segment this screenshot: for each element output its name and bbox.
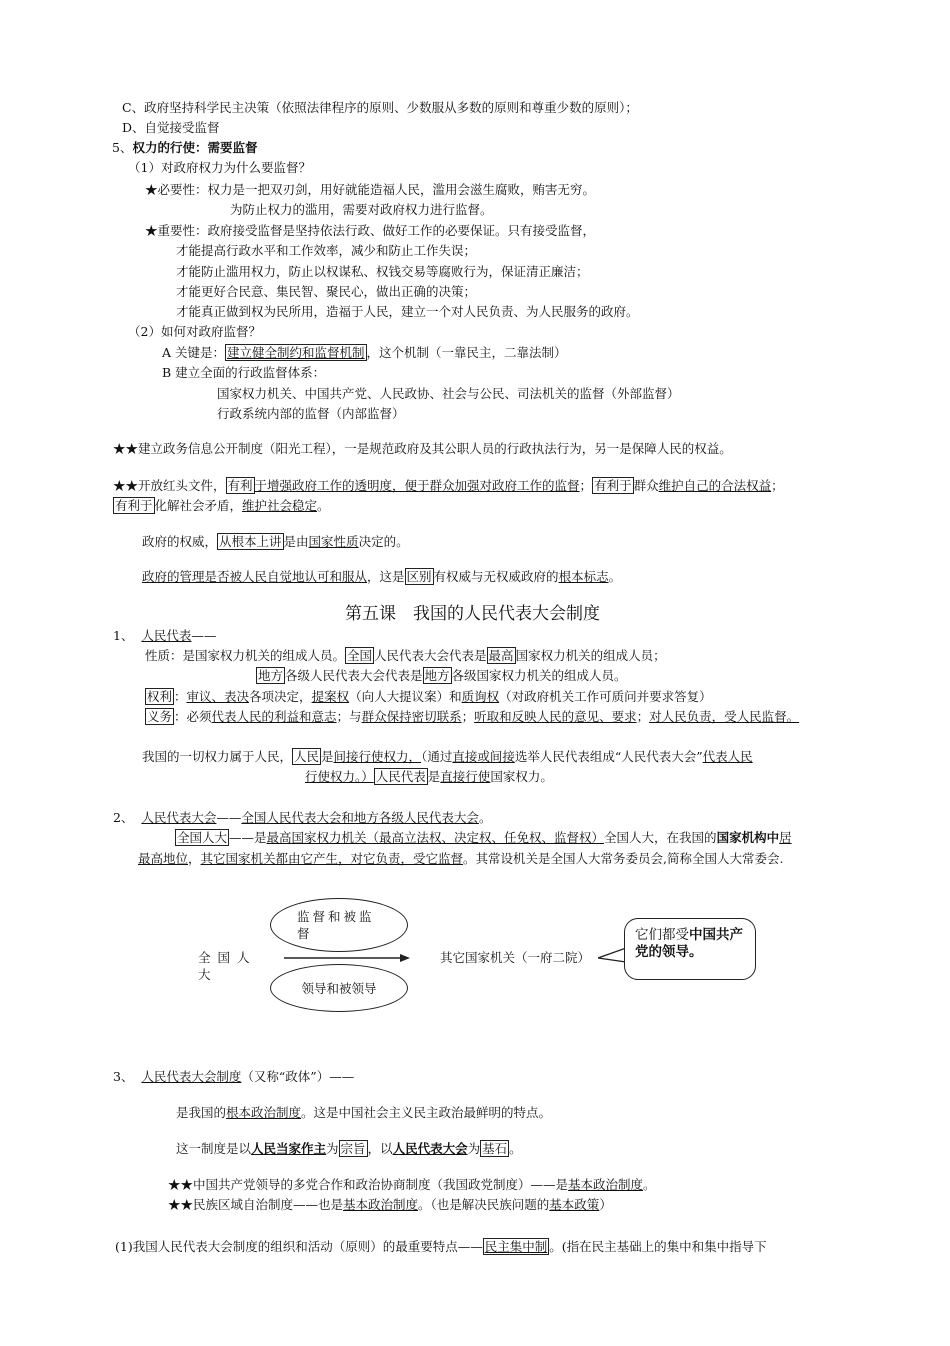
power-line-1: [142, 748, 753, 766]
text: ；: [461, 709, 475, 724]
boxed-term: 民主集中制: [484, 1239, 548, 1254]
text: 有权威与无权威政府的: [433, 569, 559, 584]
text: （又称“政体”）——: [241, 1069, 355, 1084]
nature-line: [145, 647, 666, 665]
question-2: （2）如何对政府监督？: [128, 324, 261, 339]
underlined-term: 人民代表大会: [141, 810, 217, 825]
underlined-term: 群众保持密切联系: [361, 709, 462, 724]
underlined-term: 政府的管理是否被人民自觉地认可和服从: [142, 569, 368, 584]
external-supervision: 国家权力机关、中国共产党、人民政协、社会与公民、司法机关的监督（外部监督）: [217, 386, 680, 401]
text: ；与: [336, 709, 362, 724]
item-d: D、自觉接受监督: [122, 120, 220, 135]
text: 群众: [633, 478, 659, 493]
point-a-rest: ，这个机制（一靠民主，二靠法制）: [366, 345, 567, 360]
party-leadership-callout: [624, 918, 756, 980]
text: 。: [608, 569, 622, 584]
boxed-term: 地方: [424, 668, 450, 683]
text: ，: [188, 851, 201, 866]
underlined-term: 人民代表大会制度: [141, 1069, 242, 1084]
text: （对政府机关工作可质问并要求答复）: [499, 689, 712, 704]
separator: ；: [771, 478, 784, 493]
text: ★★民族区域自治制度——也是: [168, 1197, 344, 1212]
red-document-line-2: [113, 497, 330, 515]
boxed-term: 全国人大: [177, 830, 228, 845]
text: 各级国家权力机关的组成人员。: [451, 668, 627, 683]
text: 政府的权威，: [142, 534, 218, 549]
text: 是: [321, 749, 334, 764]
text: ：: [174, 689, 187, 704]
section-5-title: 权力的行使：需要监督: [132, 140, 258, 155]
bold-underlined-term: 人民当家作主: [251, 1141, 327, 1156]
section-2-number: 2、: [113, 810, 134, 825]
item-c: C、政府坚持科学民主决策（依照法律程序的原则、少数服从多数的原则和尊重少数的原则）；: [122, 100, 638, 115]
boxed-term: 最高: [488, 648, 514, 663]
underlined-term: 其它国家机关都由它产生，对它负责，受它监督: [200, 851, 464, 866]
section-2-heading: [113, 809, 491, 827]
boxed-term: 地方: [258, 668, 284, 683]
ethnic-autonomy-line: [168, 1196, 612, 1214]
info-disclosure-line: ★★建立政务信息公开制度（阳光工程），一是规范政府及其公职人员的行政执法行为，另一是保障人民的权益。: [113, 441, 732, 456]
arrow-right-icon: [282, 951, 412, 965]
underlined-term: 听取和反映人民的意见、要求: [474, 709, 637, 724]
management-line: [142, 568, 621, 586]
text: ：必须: [174, 709, 212, 724]
rights-line: [145, 688, 712, 706]
fundamental-system-line: [176, 1104, 551, 1122]
section-1-heading: [113, 627, 216, 645]
leadership-oval: [270, 964, 408, 1012]
npc-node-label: 全国人大: [198, 950, 257, 982]
bold-term: 国家机构中: [716, 830, 780, 845]
underlined-term: 于增强政府工作的透明度，便于群众加强对政府工作的监督: [254, 478, 580, 493]
text: 。: [317, 498, 330, 513]
underlined-term: 根本政治制度: [226, 1105, 302, 1120]
boxed-term: 有利: [227, 478, 253, 493]
democratic-centralism-line: [115, 1238, 767, 1256]
underlined-term: 间接行使权力，: [333, 749, 422, 764]
local-line: [256, 667, 627, 685]
callout-text: 它们都受: [635, 927, 689, 943]
text: 决定的。: [358, 534, 409, 549]
text: 为: [326, 1141, 339, 1156]
text: 化解社会矛盾，: [154, 498, 243, 513]
text: （向人大提议案）和: [349, 689, 462, 704]
boxed-term: 基石: [482, 1141, 508, 1156]
boxed-term: 建立健全制约和监督机制: [227, 345, 365, 360]
text: 是我国的: [176, 1105, 227, 1120]
text: 为: [467, 1141, 481, 1156]
text: ，以: [367, 1141, 393, 1156]
text: 我国的一切权力属于人民，: [142, 749, 293, 764]
underlined-term: 基本政治制度: [343, 1197, 419, 1212]
text: 。（也是解决民族问题的: [418, 1197, 550, 1212]
underlined-term: 对人民负责，受人民监督。: [649, 709, 800, 724]
power-line-2: [305, 768, 553, 786]
text: 。: [509, 1141, 522, 1156]
npc-line-1: [175, 829, 792, 847]
underlined-term: 基本政策: [549, 1197, 600, 1212]
underlined-term: 审议、表决: [186, 689, 250, 704]
text: ——: [191, 628, 217, 643]
text: (1)我国人民代表大会制度的组织和活动（原则）的最重要特点——: [115, 1239, 483, 1254]
text: 。(指在民主基础上的集中和集中指导下: [549, 1239, 767, 1254]
red-document-pre: ★★开放红头文件，: [113, 478, 226, 493]
section-5-number: 5、: [112, 140, 133, 155]
boxed-term: 有利于: [115, 498, 153, 513]
underlined-term: 人民代表: [141, 628, 192, 643]
boxed-term: 人民: [294, 749, 320, 764]
underlined-term: 代表人民的利益和意志: [211, 709, 337, 724]
text: 各项决定，: [249, 689, 312, 704]
underlined-term: 质询权: [461, 689, 500, 704]
section-3-number: 3、: [113, 1069, 134, 1084]
question-1: （1）对政府权力为什么要监督？: [128, 160, 311, 175]
necessity-line-1: ★必要性：权力是一把双刃剑，用好就能造福人民，滥用会滋生腐败，贿害无穷。: [145, 182, 596, 197]
underlined-term: 维护社会稳定: [242, 498, 318, 513]
boxed-term: 从根本上讲: [219, 534, 282, 549]
red-document-line-1: [113, 477, 784, 495]
underlined-term: 全国人民代表大会和地方各级人民代表大会: [241, 810, 479, 825]
npc-line-2: [138, 850, 784, 868]
callout-bold-text: 中国共产党的领导。: [635, 927, 743, 960]
point-a: [162, 344, 567, 362]
section-3-heading: [113, 1068, 354, 1086]
necessity-line-2: 为防止权力的滥用，需要对政府权力进行监督。: [230, 202, 493, 217]
underlined-term: 基本政治制度: [568, 1177, 644, 1192]
text: 。其常设机关是全国人大常务委员会,简称全国人大常委会.: [463, 851, 784, 866]
supervision-label: 监督和被监督: [297, 909, 375, 941]
importance-line-1: ★重要性：政府接受监督是坚持依法行政、做好工作的必要保证。只有接受监督，: [145, 223, 596, 238]
authority-line: [142, 533, 409, 551]
boxed-term: 权利: [147, 689, 173, 704]
underlined-term: 维护自己的合法权益: [658, 478, 772, 493]
boxed-term: 有利于: [594, 478, 632, 493]
boxed-term: 宗旨: [340, 1141, 366, 1156]
text: 国家权力。: [490, 769, 553, 784]
internal-supervision: 行政系统内部的监督（内部监督）: [217, 406, 405, 421]
underlined-term: 国家性质: [308, 534, 359, 549]
underlined-term: 代表人民: [702, 749, 753, 764]
text: ——: [216, 810, 242, 825]
section-5-heading: [112, 139, 257, 157]
supervision-oval: [270, 898, 408, 952]
separator: ；: [579, 478, 593, 493]
text: ——是: [229, 830, 267, 845]
point-b: B 建立全面的行政监督体系：: [162, 365, 326, 380]
underlined-term: 居: [779, 830, 792, 845]
boxed-term: 义务: [147, 709, 173, 724]
underlined-term: 提案权: [311, 689, 350, 704]
text: ）: [599, 1197, 612, 1212]
text: 是: [427, 769, 441, 784]
importance-line-2: 才能提高行政水平和工作效率，减少和防止工作失误；: [176, 243, 477, 258]
text: 。这是中国社会主义民主政治最鲜明的特点。: [301, 1105, 552, 1120]
section-1-number: 1、: [113, 628, 134, 643]
text: （通过: [421, 749, 453, 764]
boxed-term: 人民代表: [375, 769, 426, 784]
lesson-title: 第五课 我国的人民代表大会制度: [345, 604, 600, 624]
text: 。: [643, 1177, 656, 1192]
text: ；: [636, 709, 650, 724]
other-organs-label: 其它国家机关（一府二院）: [440, 950, 591, 965]
boxed-term: 全国: [347, 648, 373, 663]
text: 选举人民代表组成“人民代表大会”: [514, 749, 703, 764]
text: 全国人大，在我国的: [604, 830, 717, 845]
party-system-line: [168, 1176, 656, 1194]
underlined-term: 直接或间接: [452, 749, 515, 764]
importance-line-3: 才能防止滥用权力，防止以权谋私、权钱交易等腐败行为，保证清正廉洁；: [176, 264, 589, 279]
importance-line-5: 才能真正做到权为民所用，造福于人民，建立一个对人民负责、为人民服务的政府。: [176, 304, 639, 319]
bold-underlined-term: 人民代表大会: [392, 1141, 468, 1156]
underlined-term: 行使权力。）: [305, 769, 374, 784]
leadership-label: 领导和被领导: [301, 980, 377, 996]
text: 。: [478, 810, 492, 825]
text: 人民代表大会代表是: [374, 648, 487, 663]
importance-line-4: 才能更好合民意、集民智、聚民心，做出正确的决策；: [176, 284, 477, 299]
underlined-term: 根本标志: [558, 569, 609, 584]
duties-line: [145, 708, 799, 726]
underlined-term: 直接行使: [440, 769, 491, 784]
underlined-term: 最高国家权力机关（最高立法权、决定权、任免权、监督权）: [266, 830, 605, 845]
purpose-line: [176, 1140, 522, 1158]
text: 这一制度是以: [176, 1141, 252, 1156]
text: ★★中国共产党领导的多党合作和政治协商制度（我国政党制度）——是: [168, 1177, 569, 1192]
boxed-term: 区别: [406, 569, 432, 584]
point-a-label: A 关键是：: [162, 345, 226, 360]
text: ，这是: [367, 569, 405, 584]
text: 是由: [283, 534, 309, 549]
underlined-term: 最高地位: [138, 851, 189, 866]
text: 性质：是国家权力机关的组成人员。: [145, 648, 346, 663]
text: 国家权力机关的组成人员；: [515, 648, 666, 663]
text: 各级人民代表大会代表是: [285, 668, 423, 683]
